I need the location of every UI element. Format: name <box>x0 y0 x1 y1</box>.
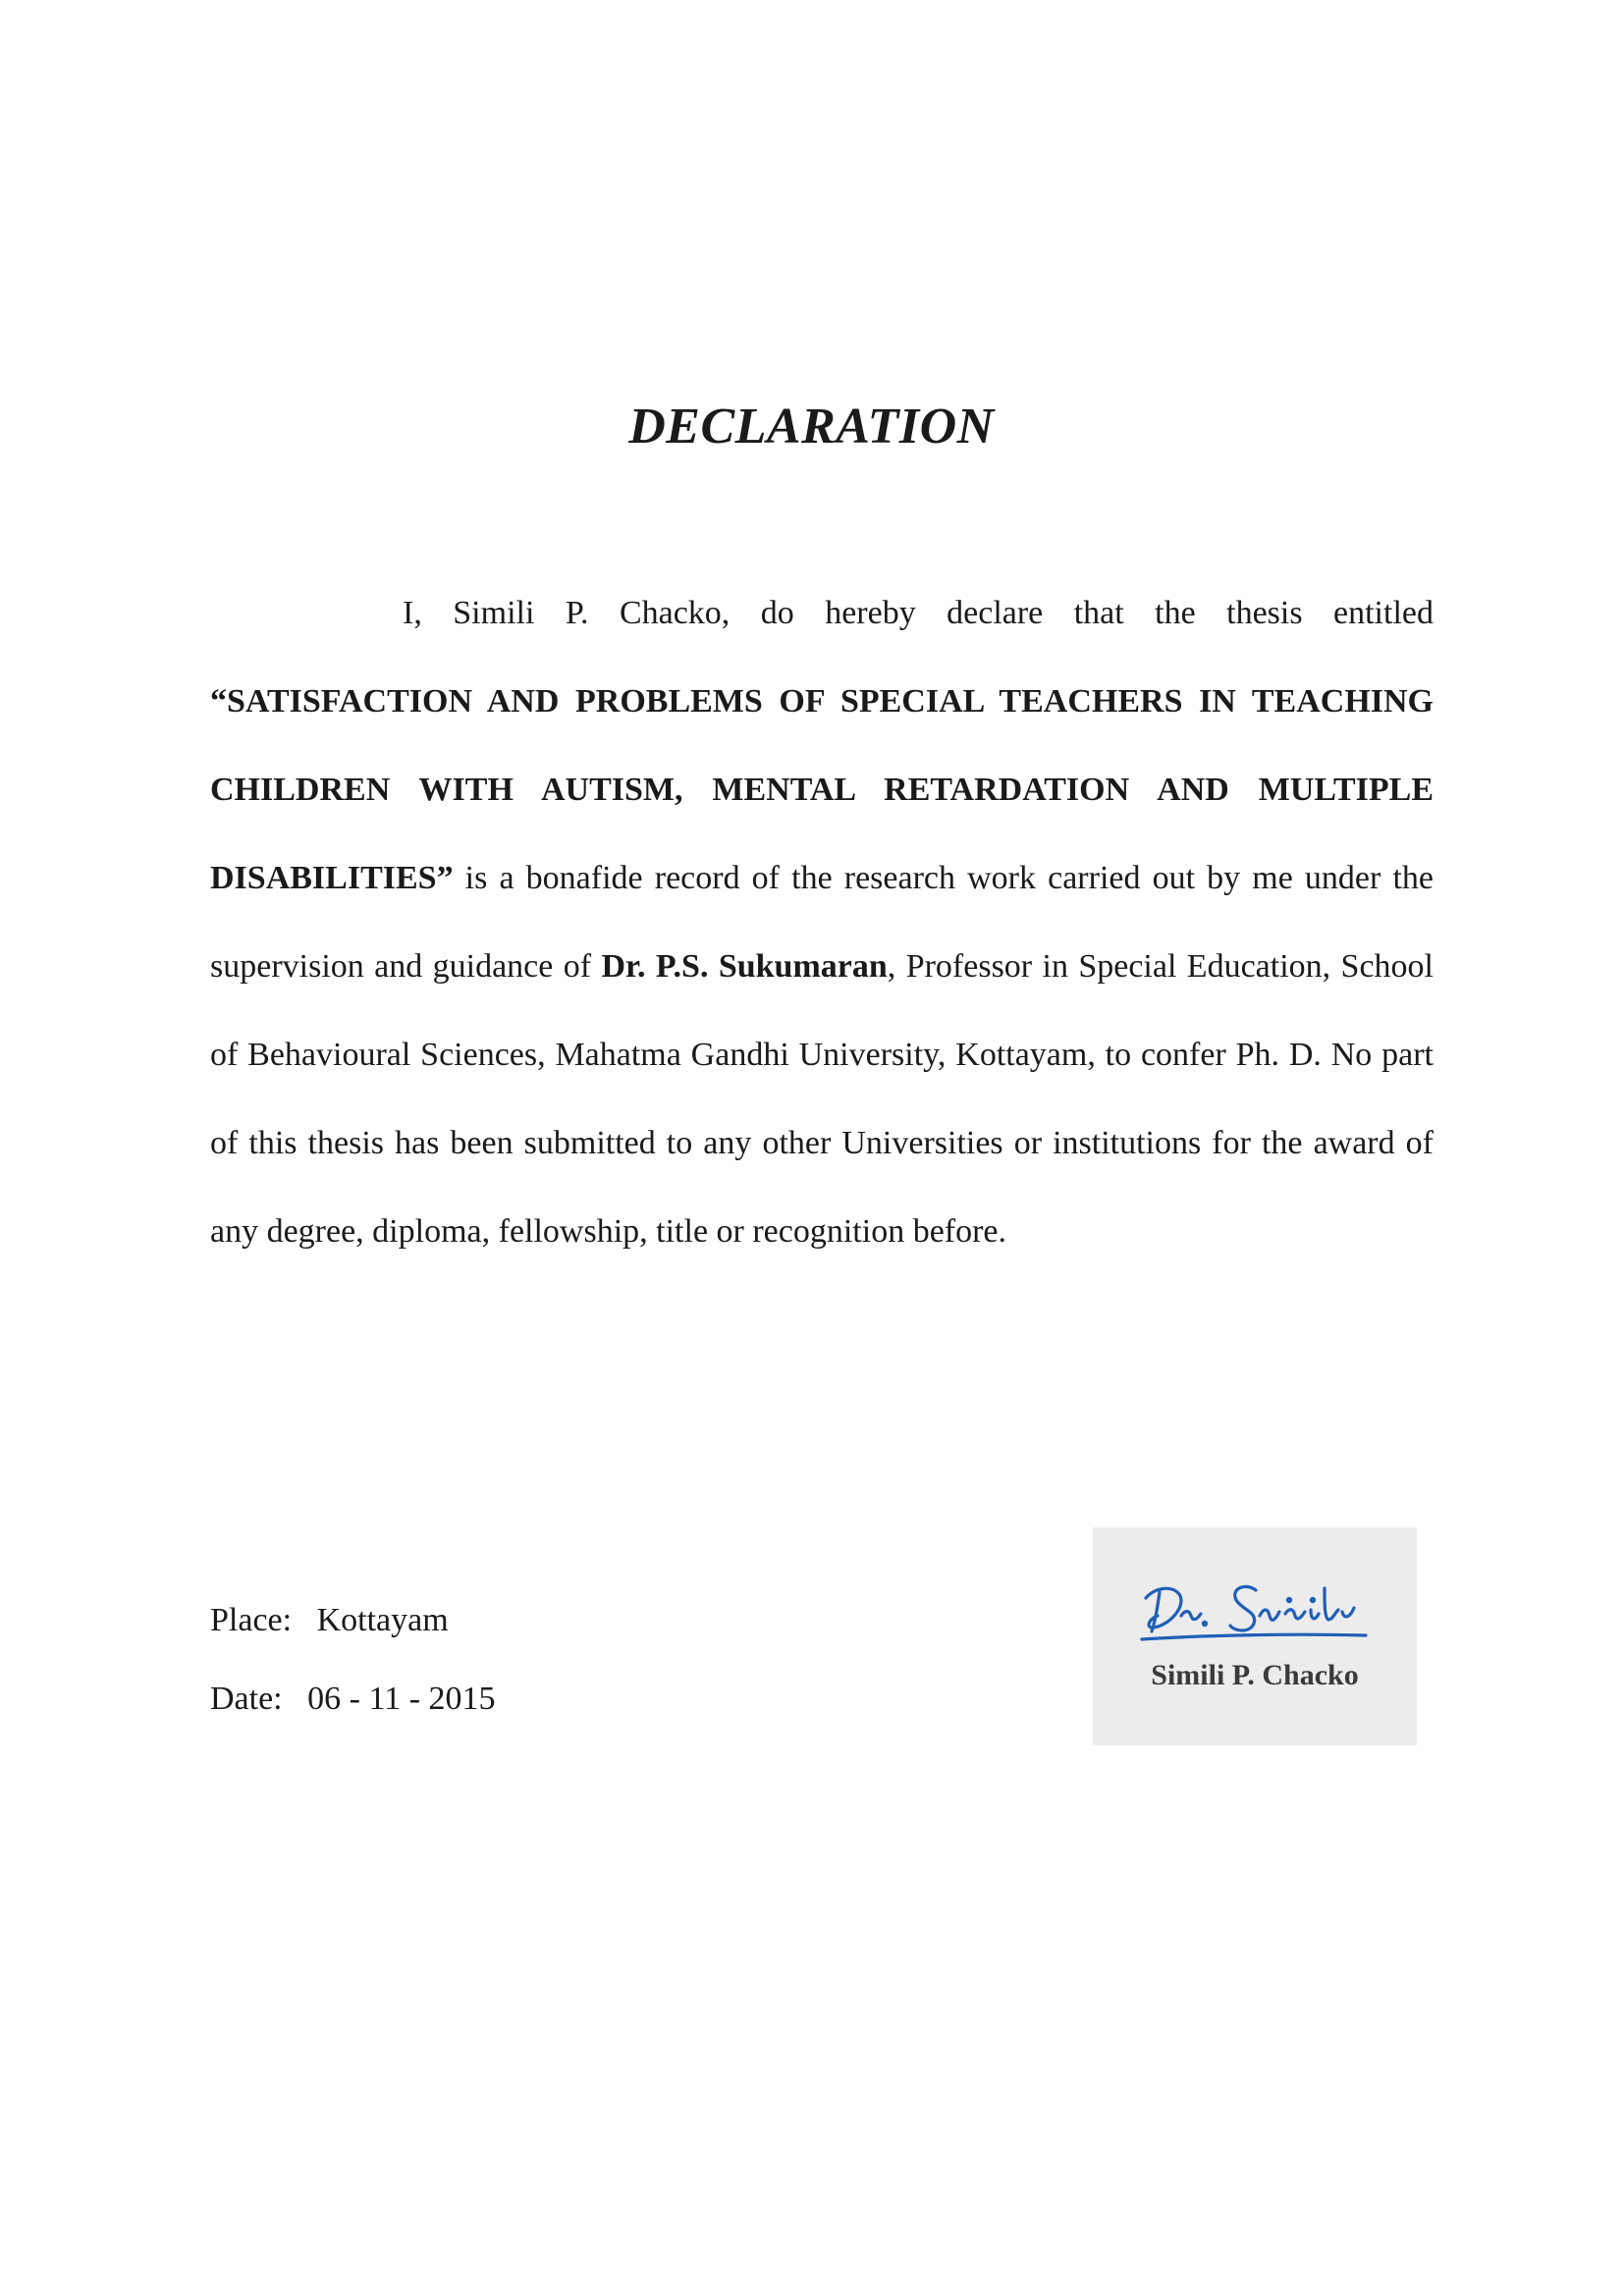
place-label: Place: <box>210 1602 293 1638</box>
date-value: 06 - 11 - 2015 <box>307 1681 496 1717</box>
declaration-end: , Professor in Special Education, School of Behavioural Sciences, Mahatma Gandhi University, Kottayam, to confer Ph. D. No part of this thesis has been submitted to any other Universities or institutions for the award of any degree, diploma, fellowship, title or recognition before. <box>210 948 1434 1250</box>
declaration-paragraph <box>210 569 1434 1276</box>
place-line <box>210 1602 449 1639</box>
signatory-name: Simili P. Chacko <box>1151 1659 1359 1691</box>
thesis-title: “SATISFACTION AND PROBLEMS OF SPECIAL TEACHERS IN TEACHING CHILDREN WITH AUTISM, MENTAL RETARDATION AND MULTIPLE DISABILITIES” <box>210 683 1434 896</box>
date-line <box>210 1681 496 1718</box>
declaration-middle: is a bonafide record of the research work carried out by me under the supervision and guidance of <box>210 860 1434 985</box>
declaration-intro: I, Simili P. Chacko, do hereby declare that the thesis entitled <box>403 595 1434 631</box>
date-label: Date: <box>210 1681 283 1717</box>
place-value: Kottayam <box>316 1602 449 1638</box>
supervisor-name: Dr. P.S. Sukumaran <box>601 948 888 985</box>
page-title: DECLARATION <box>628 399 995 454</box>
handwritten-signature <box>1132 1571 1378 1659</box>
signature-block <box>1093 1527 1417 1745</box>
